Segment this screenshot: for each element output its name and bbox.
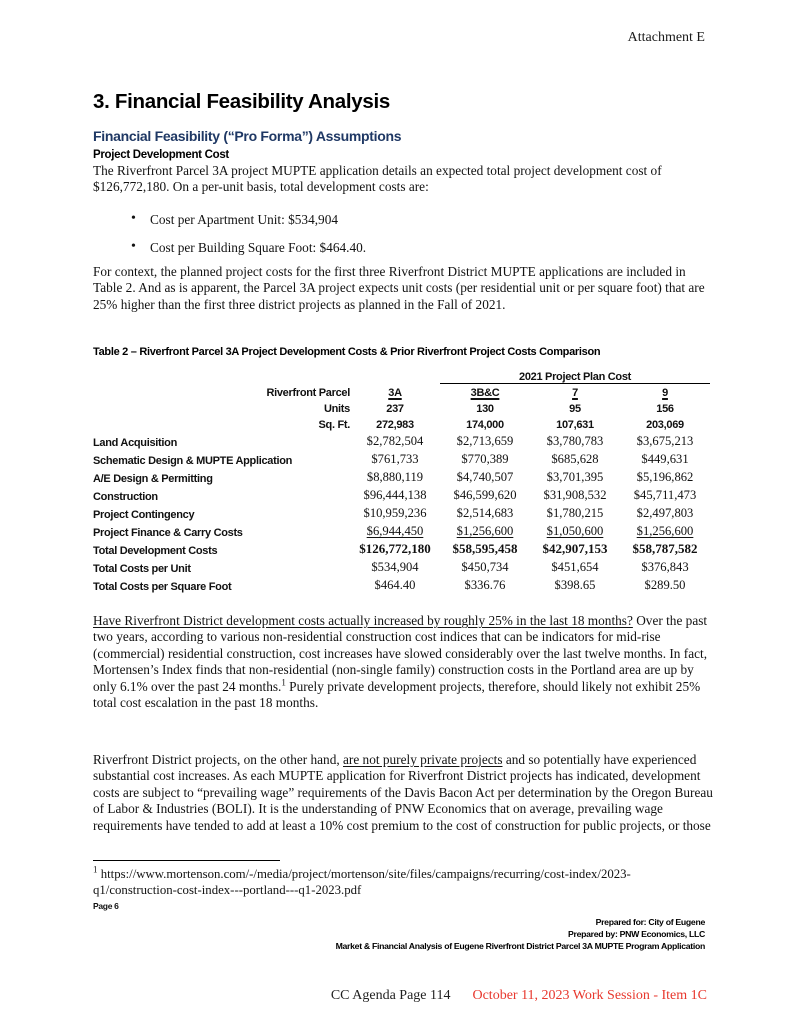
row-label: Total Costs per Square Foot	[93, 581, 232, 593]
cell-value: $336.76	[464, 578, 506, 592]
row-label: Land Acquisition	[93, 437, 178, 449]
footnote-marker: 1	[93, 864, 98, 875]
table-row-land-acquisition	[93, 431, 710, 449]
cell-value: $685,628	[551, 452, 599, 466]
table-group-header-row	[93, 362, 710, 383]
prepared-for-label: Prepared for: City of Eugene	[595, 917, 705, 927]
cell-value: $6,944,450	[366, 524, 424, 538]
row-label: Construction	[93, 491, 158, 503]
cell-value: $450,734	[461, 560, 509, 574]
cell-value: $3,675,213	[636, 434, 694, 448]
table-row-total-development-costs	[93, 539, 710, 557]
cell-value: $449,631	[641, 452, 689, 466]
cell-units-9: 156	[656, 403, 674, 415]
row-label: Project Finance & Carry Costs	[93, 527, 243, 539]
row-label: Total Development Costs	[93, 545, 218, 557]
prepared-by-label: Prepared by: PNW Economics, LLC	[568, 929, 705, 939]
cell-value: $42,907,153	[542, 541, 608, 556]
cell-value: $3,780,783	[546, 434, 604, 448]
cell-value: $398.65	[554, 578, 596, 592]
cell-units-3a: 237	[386, 403, 404, 415]
cell-value: $31,908,532	[543, 488, 607, 502]
cell-value: $58,595,458	[452, 541, 518, 556]
table-row-project-contingency	[93, 503, 710, 521]
cell-value: $4,740,507	[456, 470, 514, 484]
section-title: 3. Financial Feasibility Analysis	[93, 90, 390, 113]
intro-paragraph: The Riverfront Parcel 3A project MUPTE application details an expected total project development cost of $126,772,180. On a per-unit basis, total development costs are:	[93, 163, 662, 195]
attachment-label: Attachment E	[627, 30, 705, 45]
agenda-footer	[331, 988, 707, 1004]
cell-sqft-9: 203,069	[646, 419, 684, 431]
table-row-schematic-design	[93, 449, 710, 467]
cell-value: $1,050,600	[546, 524, 604, 538]
col-header-9: 9	[662, 387, 668, 399]
cost-bullet-list	[93, 212, 713, 268]
footnote-reference: 1	[281, 677, 286, 688]
cell-value: $761,733	[371, 452, 419, 466]
table-row-total-costs-per-sqft	[93, 575, 710, 593]
context-paragraph: For context, the planned project costs for the first three Riverfront District MUPTE applications are included in Table 2. And as is apparent, the Parcel 3A project expects unit costs (per residential unit or per square foot) that are 25% higher than the first three district projects as planned in the Fall of 2021.	[93, 264, 705, 312]
table-header-row-sqft	[93, 415, 710, 431]
cell-value: $45,711,473	[633, 488, 697, 502]
col-header-7: 7	[572, 387, 578, 399]
subsubsection-title: Project Development Cost	[93, 149, 229, 161]
underlined-phrase: are not purely private projects	[343, 752, 503, 767]
cell-value: $46,599,620	[453, 488, 517, 502]
table-header-row-parcel	[93, 383, 710, 399]
page-number-label: Page 6	[93, 901, 119, 911]
cell-value: $1,780,215	[546, 506, 604, 520]
cell-value: $2,713,659	[456, 434, 514, 448]
cell-value: $2,497,803	[636, 506, 694, 520]
row-label: Schematic Design & MUPTE Application	[93, 455, 293, 467]
bullet-item-cost-per-sqft: • Cost per Building Square Foot: $464.40.	[93, 240, 713, 256]
footnote-url: https://www.mortenson.com/-/media/project/mortenson/site/files/campaigns/recurring/cost-index/2023-q1/construction-cost-index---portland---q1-2023.pdf	[93, 867, 631, 897]
report-footer	[336, 916, 705, 952]
cell-value: $451,654	[551, 560, 599, 574]
cell-sqft-3a: 272,983	[376, 419, 414, 431]
table-caption: Table 2 – Riverfront Parcel 3A Project Development Costs & Prior Riverfront Project Costs Comparison	[93, 346, 601, 358]
cell-value: $1,256,600	[636, 524, 694, 538]
cell-sqft-3bc: 174,000	[466, 419, 504, 431]
cell-value: $8,880,119	[366, 470, 424, 484]
col-header-3a: 3A	[388, 387, 402, 399]
cell-units-7: 95	[569, 403, 581, 415]
cell-value: $58,787,582	[632, 541, 698, 556]
table-row-construction	[93, 485, 710, 503]
cell-units-3bc: 130	[476, 403, 494, 415]
subsection-title: Financial Feasibility (“Pro Forma”) Assumptions	[93, 128, 402, 144]
analysis-text: Over the past two years, according to various non-residential construction cost indices that can be indicators for mid-rise (commercial) residential construction, cost increases have slowed considerably over the last twelve months. In fact, Mortensen’s Index finds that non-residential (non-single family) construction costs in the Portland area are up by only 6.1% over the past 24 months.	[93, 613, 708, 694]
cell-value: $10,959,236	[363, 506, 427, 520]
cell-value: $5,196,862	[636, 470, 694, 484]
header-label: Sq. Ft.	[318, 419, 350, 431]
analysis-paragraph-1	[93, 613, 715, 711]
cc-agenda-page-label: CC Agenda Page 114	[330, 988, 451, 1003]
header-label: Units	[323, 403, 350, 415]
cell-value: $770,389	[461, 452, 509, 466]
cost-comparison-table	[93, 362, 710, 593]
table-row-total-costs-per-unit	[93, 557, 710, 575]
cell-value: $289.50	[644, 578, 686, 592]
work-session-label: October 11, 2023 Work Session - Item 1C	[472, 988, 707, 1003]
analysis-text: Purely private development projects, therefore, should likely not exhibit 25% total cost escalation in the past 18 months.	[93, 678, 701, 711]
analysis-text: and so potentially have experienced substantial cost increases. As each MUPTE application for Riverfront District projects has indicated, development costs are subject to “prevailing wage” requirements of the Davis Bacon Act per determination by the Oregon Bureau of Labor & Industries (BOLI). It is the understanding of PNW Economics that on average, prevailing wage requirements have tended to add at least a 10% cost premium to the cost of construction for public projects, or those	[93, 752, 713, 833]
cell-value: $3,701,395	[546, 470, 604, 484]
analysis-text: Riverfront District projects, on the other hand,	[93, 752, 343, 767]
cell-value: $2,782,504	[366, 434, 424, 448]
cell-value: $96,444,138	[363, 488, 427, 502]
cell-value: $1,256,600	[456, 524, 514, 538]
underlined-question: Have Riverfront District development costs actually increased by roughly 25% in the last 18 months?	[93, 613, 633, 628]
row-label: Project Contingency	[93, 509, 195, 521]
row-label: A/E Design & Permitting	[93, 473, 213, 485]
analysis-paragraph-2	[93, 752, 715, 834]
table-header-row-units	[93, 399, 710, 415]
header-label: Riverfront Parcel	[266, 387, 350, 399]
table-row-ae-design-permitting	[93, 467, 710, 485]
footnote-text	[93, 864, 713, 898]
col-header-3bc: 3B&C	[470, 387, 500, 399]
bullet-item-cost-per-unit: • Cost per Apartment Unit: $534,904	[93, 212, 713, 228]
cell-value: $464.40	[374, 578, 416, 592]
group-header-2021-plan-cost: 2021 Project Plan Cost	[440, 362, 710, 383]
report-title-label: Market & Financial Analysis of Eugene Riverfront District Parcel 3A MUPTE Program Application	[335, 941, 705, 951]
cell-value: $534,904	[371, 560, 419, 574]
cell-value: $376,843	[641, 560, 689, 574]
cell-value: $126,772,180	[359, 541, 431, 556]
row-label: Total Costs per Unit	[93, 563, 191, 575]
table-row-finance-carry-costs	[93, 521, 710, 539]
footnote-divider	[93, 860, 280, 861]
cell-sqft-7: 107,631	[556, 419, 594, 431]
cell-value: $2,514,683	[456, 506, 514, 520]
